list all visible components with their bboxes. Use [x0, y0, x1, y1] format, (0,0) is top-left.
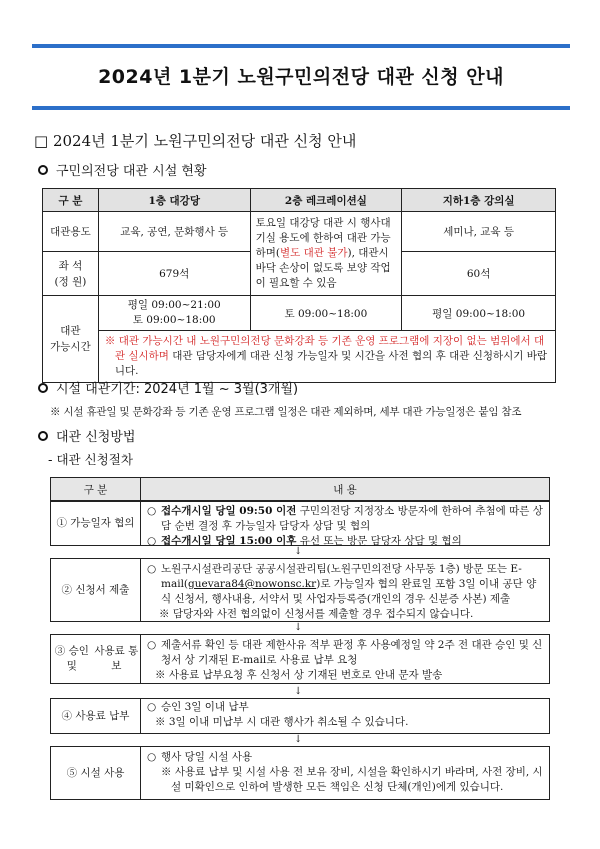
step-2-label: ② 신청서 제출 [51, 559, 141, 621]
step-1-body [141, 501, 549, 545]
col-header-hall: 1층 대강당 [98, 189, 250, 212]
col-header-recreation: 2층 레크레이션실 [250, 189, 402, 212]
period-heading: 시설 대관기간: 2024년 1월 ~ 3월(3개월) [56, 382, 299, 397]
cell-time-recreation: 토 09:00~18:00 [250, 296, 402, 331]
row-use [43, 212, 556, 252]
title-banner [32, 44, 570, 110]
step-3-note: ※ 사용료 납부요청 후 신청서 상 기재된 번호로 안내 문자 발송 [155, 669, 443, 681]
step-1-label: ① 가능일자 협의 [51, 501, 141, 545]
row-label-time: 대관 가능시간 [43, 296, 99, 383]
step-5-label: ⑤ 시설 사용 [51, 747, 141, 799]
row-time [43, 296, 556, 331]
step-4-note: ※ 3일 이내 미납부 시 대관 행사가 취소될 수 있습니다. [155, 716, 409, 728]
step-1 [50, 500, 550, 546]
email-link[interactable]: guevara84@nowonsc.kr [188, 578, 317, 590]
proc-header-category: 구 분 [51, 478, 141, 502]
row-time-note [43, 331, 556, 383]
circle-bullet-icon [38, 383, 48, 393]
flow-arrow-icon: ↓ [294, 622, 303, 633]
facility-table [42, 188, 556, 383]
period-note: ※ 시설 휴관일 및 문화강좌 등 기존 운영 프로그램 일정은 대관 제외하며, 세부 대관 가능일정은 붙임 참조 [50, 406, 522, 418]
page-title: 2024년 1분기 노원구민의전당 대관 신청 안내 [98, 66, 504, 88]
procedure-header [50, 477, 550, 502]
flow-arrow-icon: ↓ [294, 686, 303, 697]
step-5 [50, 746, 550, 800]
step-5-line-1: ○ 행사 당일 시설 사용 [147, 751, 253, 763]
step-4-label: ④ 사용료 납부 [51, 699, 141, 733]
circle-bullet-icon [38, 165, 48, 175]
cell-use-lecture: 세미나, 교육 등 [402, 212, 556, 252]
section-heading: □ 2024년 1분기 노원구민의전당 대관 신청 안내 [34, 132, 357, 150]
step-2-body [141, 559, 549, 621]
flow-arrow-icon: ↓ [294, 546, 303, 557]
step-1-line-2: ○ 접수개시일 당일 15:00 이후 유선 또는 방문 담당자 상담 및 협의 [147, 535, 462, 547]
step-4-body [141, 699, 549, 733]
facility-header-row [43, 189, 556, 212]
step-4 [50, 698, 550, 734]
cell-seats-hall: 679석 [98, 252, 250, 296]
cell-use-hall: 교육, 공연, 문화행사 등 [98, 212, 250, 252]
circle-bullet-icon [38, 431, 48, 441]
step-2-line-1: ○ 노원구시설관리공단 공공시설관리팀(노원구민의전당 사무동 1층) 방문 또는 E-mail(guevara84@nowonsc.kr)로 가능일자 협의 완료일 포함 3일 이내 공단 양식 신청서, 행사내용, 서약서 및 사업자등록증(개인의 경우 신분증 사본) 제출 [147, 563, 537, 605]
flow-arrow-icon: ↓ [294, 734, 303, 745]
step-3 [50, 634, 550, 684]
procedure-subheading: - 대관 신청절차 [48, 452, 133, 467]
period-heading-row [38, 378, 298, 397]
time-note: ※ 대관 가능시간 내 노원구민의전당 문화강좌 등 기존 운영 프로그램에 지장이 없는 범위에서 대관 실시하며 대관 담당자에게 대관 신청 가능일자 및 시간을 사전 협의 후 대관 신청하시기 바랍니다. [98, 331, 555, 383]
method-heading-row [38, 426, 135, 445]
proc-header-content: 내 용 [141, 478, 550, 502]
step-3-label: ③ 승인 및 사용료 통보 [51, 635, 141, 683]
cell-use-recreation: 토요일 대강당 대관 시 행사대기실 용도에 한하여 대관 가능하며(별도 대관 불가), 대관시 바닥 손상이 없도록 보양 작업이 필요할 수 있음 [250, 212, 402, 296]
col-header-lecture: 지하1층 강의실 [402, 189, 556, 212]
facility-heading: 구민의전당 대관 시설 현황 [56, 164, 207, 179]
title-bottom-rule [32, 106, 570, 110]
row-label-seats: 좌 석 (정 원) [43, 252, 99, 296]
cell-time-lecture: 평일 09:00~18:00 [402, 296, 556, 331]
facility-heading-row [38, 160, 207, 179]
step-2 [50, 558, 550, 622]
step-5-note: ※ 사용료 납부 및 시설 사용 전 보유 장비, 시설을 확인하시기 바라며, 사전 장비, 시설 미확인으로 인하여 발생한 모든 책임은 신청 단체(개인)에게 있습니다. [161, 766, 543, 793]
row-label-use: 대관용도 [43, 212, 99, 252]
cell-seats-lecture: 60석 [402, 252, 556, 296]
col-header-category: 구 분 [43, 189, 99, 212]
method-heading: 대관 신청방법 [56, 430, 136, 445]
step-3-body [141, 635, 549, 683]
step-3-line-1: ○ 제출서류 확인 등 대관 제한사유 적부 판정 후 사용예정일 약 2주 전 대관 승인 및 신청서 상 기재된 E-mail로 사용료 납부 요청 [147, 639, 543, 666]
step-5-body [141, 747, 549, 799]
cell-time-hall: 평일 09:00~21:00 토 09:00~18:00 [98, 296, 250, 331]
step-2-note: ※ 담당자와 사전 협의없이 신청서를 제출할 경우 접수되지 않습니다. [159, 608, 474, 620]
step-4-line-1: ○ 승인 3일 이내 납부 [147, 701, 249, 713]
step-1-line-1: ○ 접수개시일 당일 09:50 이전 구민의전당 지정장소 방문자에 한하여 추첨에 따른 상담 순번 결정 후 가능일자 담당자 상담 및 협의 [147, 505, 543, 532]
